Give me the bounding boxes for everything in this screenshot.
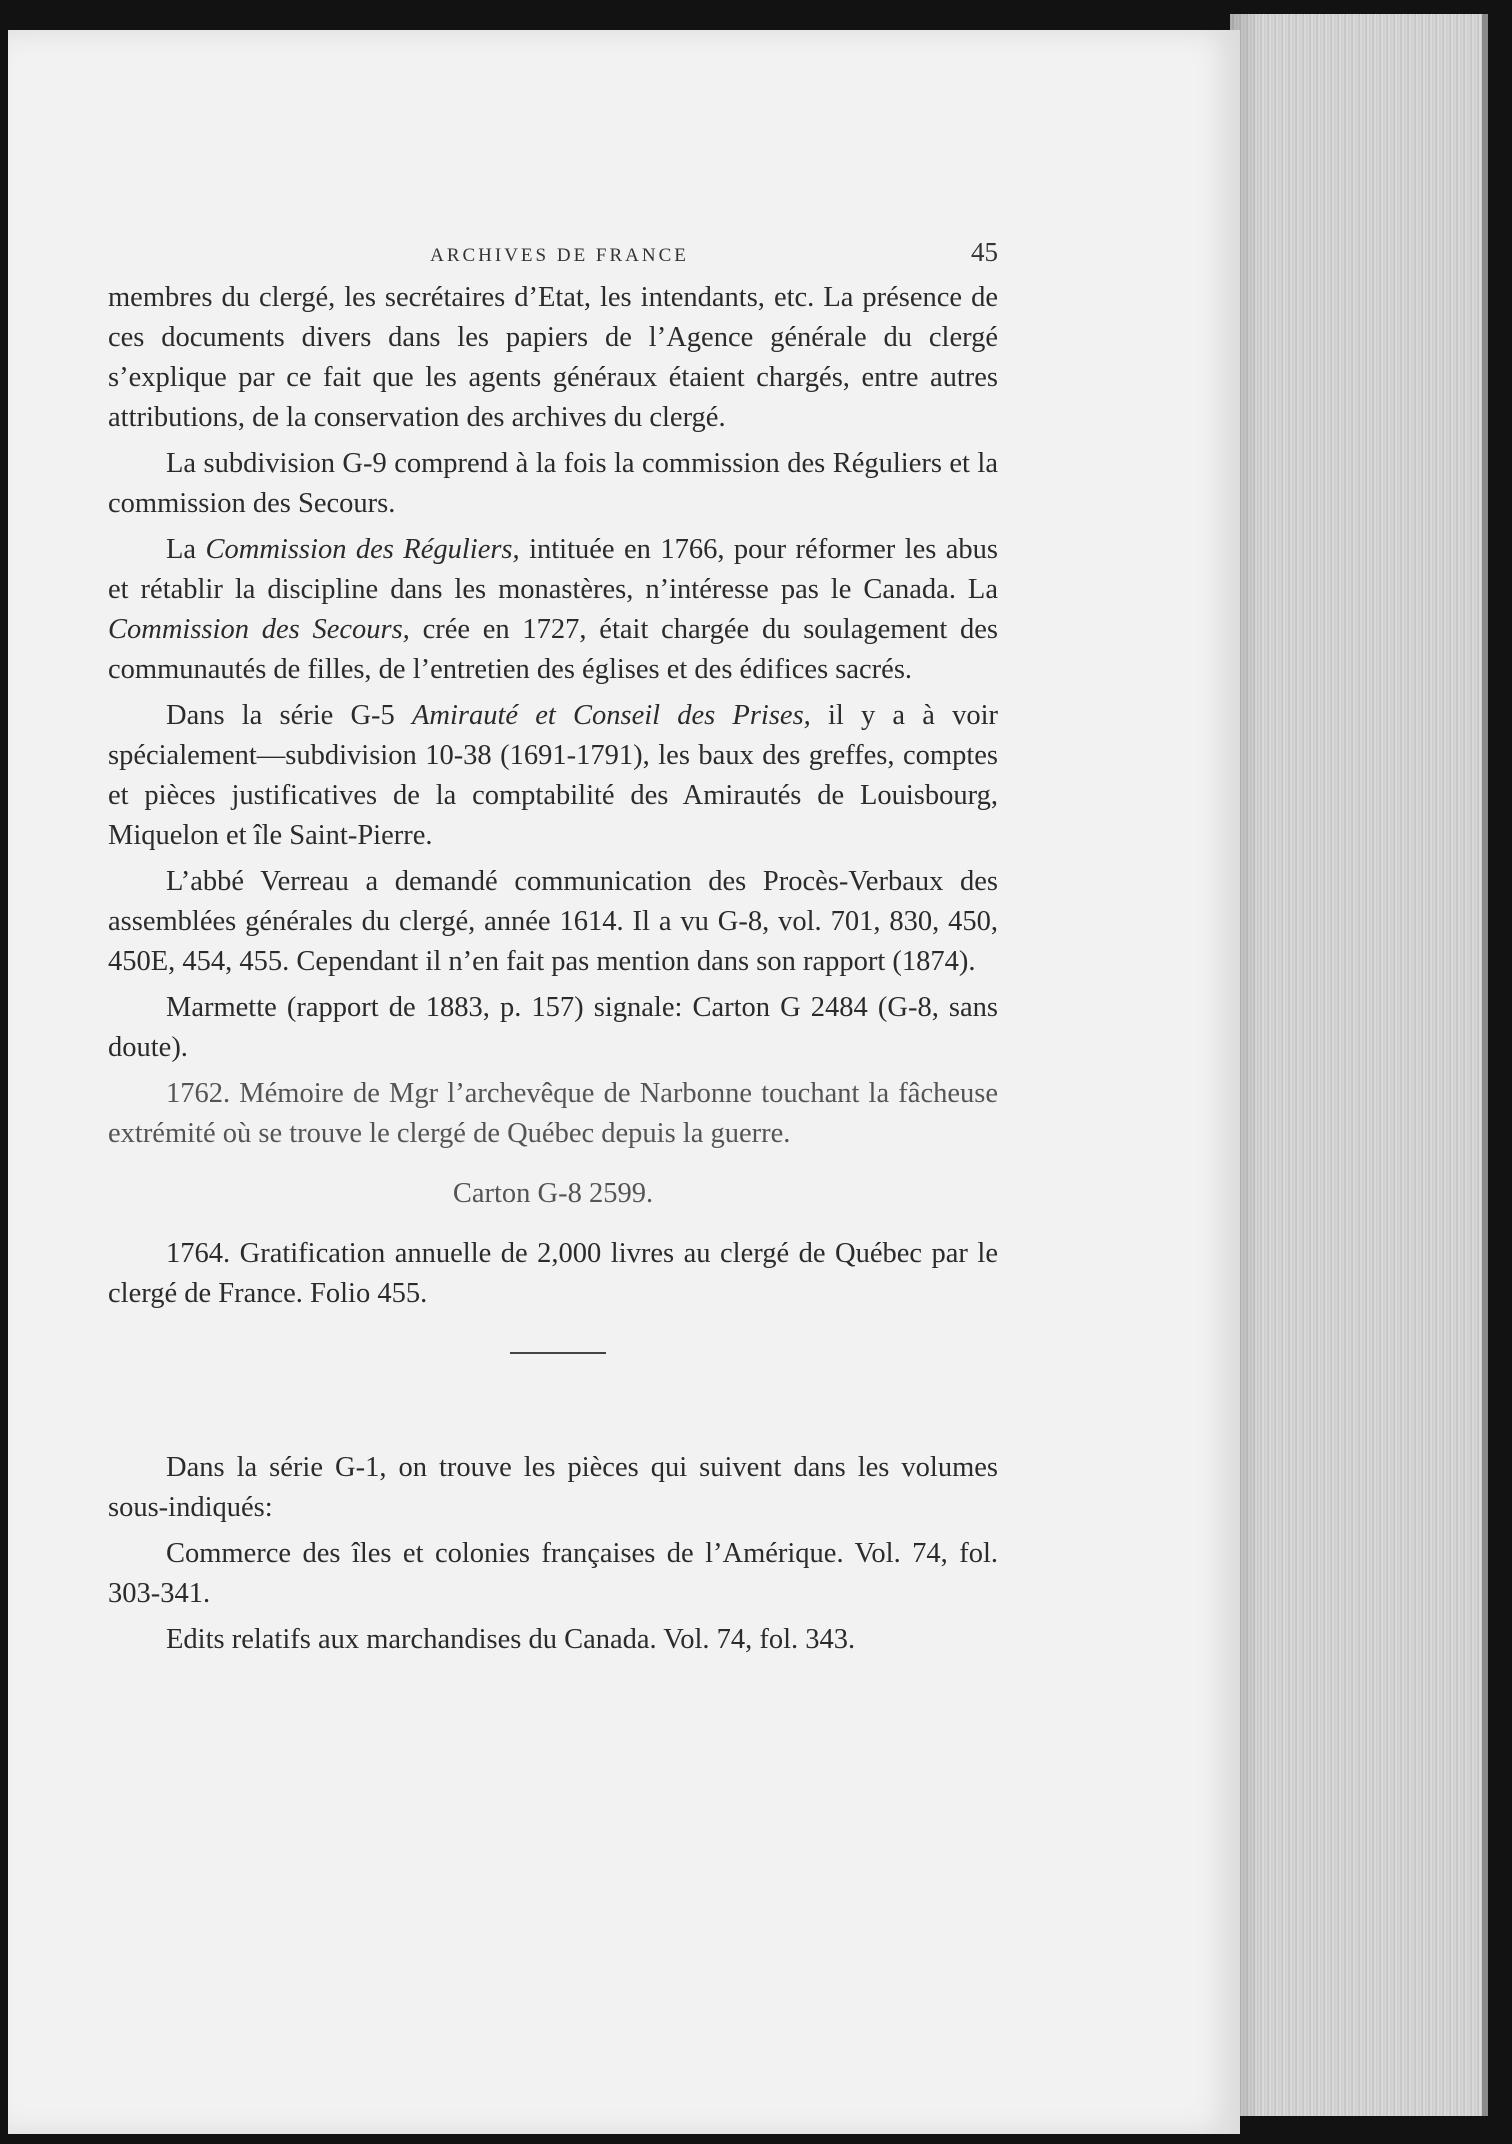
page-text <box>108 232 998 1660</box>
divider <box>108 1314 998 1414</box>
book-page-edges <box>1230 14 1488 2116</box>
section-heading: Carton G-8 2599. <box>452 1178 654 1209</box>
paragraph: Commerce des îles et colonies françaises de l’Amérique. Vol. 74, fol. 303-341. <box>108 1538 998 1609</box>
paragraph: Edits relatifs aux marchandises du Canada. Vol. 74, fol. 343. <box>166 1624 856 1655</box>
italic-title: Commission des Secours, <box>108 614 410 645</box>
divider-rule <box>510 1352 606 1354</box>
italic-title: Amirauté et Conseil des Prises, <box>411 700 811 731</box>
running-head <box>108 232 998 272</box>
italic-title: Commission des Réguliers, <box>205 534 520 565</box>
paragraph: La subdivision G-9 comprend à la fois la commission des Réguliers et la commission des Secours. <box>108 448 998 519</box>
paragraph: Dans la série G-5 Amirauté et Conseil des Prises, il y a à voir spécialement—subdivision 10-38 (1691-1791), les baux des greffes, comptes et pièces justificatives de la comptabilité des Amirautés de Louisbourg, Miquelon et île Saint-Pierre. <box>108 700 998 851</box>
running-title: ARCHIVES DE FRANCE <box>430 245 689 266</box>
paragraph: 1764. Gratification annuelle de 2,000 livres au clergé de Québec par le clergé de France. Folio 455. <box>108 1238 998 1309</box>
paragraph: 1762. Mémoire de Mgr l’archevêque de Narbonne touchant la fâcheuse extrémité où se trouve le clergé de Québec depuis la guerre. <box>108 1078 998 1149</box>
paragraph: La Commission des Réguliers, intituée en 1766, pour réformer les abus et rétablir la discipline dans les monastères, n’intéresse pas le Canada. La Commission des Secours, crée en 1727, était chargée du soulagement des communautés de filles, de l’entretien des églises et des édifices sacrés. <box>108 534 998 685</box>
paragraph: membres du clergé, les secrétaires d’Etat, les intendants, etc. La présence de ces documents divers dans les papiers de l’Agence générale du clergé s’explique par ce fait que les agents généraux étaient chargés, entre autres attributions, de la conservation des archives du clergé. <box>108 282 998 433</box>
paragraph: Marmette (rapport de 1883, p. 157) signale: Carton G 2484 (G-8, sans doute). <box>108 992 998 1063</box>
paragraph: Dans la série G-1, on trouve les pièces qui suivent dans les volumes sous-indiqués: <box>108 1452 998 1523</box>
paragraph: L’abbé Verreau a demandé communication des Procès-Verbaux des assemblées générales du clergé, année 1614. Il a vu G-8, vol. 701, 830, 450, 450E, 454, 455. Cependant il n’en fait pas mention dans son rapport (1874). <box>108 866 998 977</box>
page-number: 45 <box>971 237 998 267</box>
